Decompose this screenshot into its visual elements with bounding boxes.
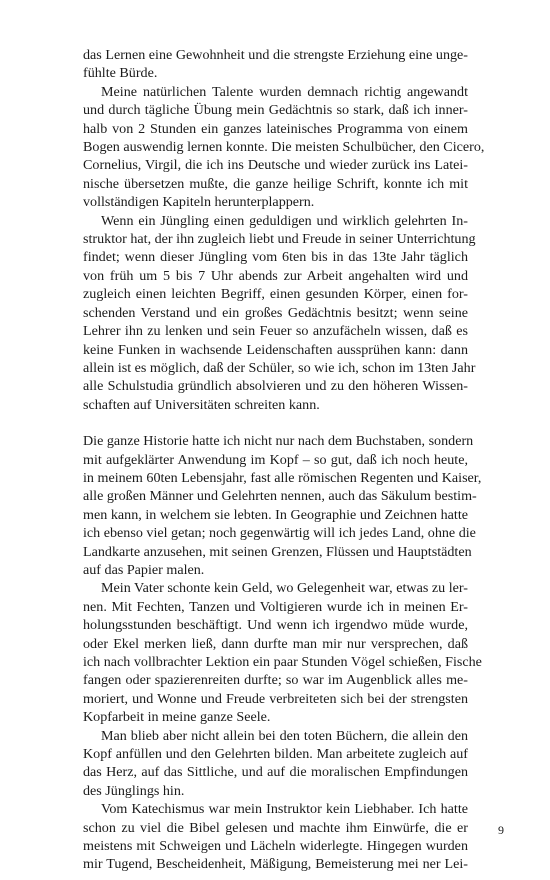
paragraph bbox=[83, 83, 485, 212]
text-line: nen. Mit Fechten, Tanzen und Voltigieren wurde ich in meinen Er- bbox=[83, 598, 468, 615]
text-line: meistens mit Schweigen und Lächeln widerlegte. Hingegen wurden bbox=[83, 838, 468, 855]
text-line: Wenn ein Jüngling einen geduldigen und wirklich gelehrten In- bbox=[101, 212, 468, 229]
text-line: in meinem 60ten Lebensjahr, fast alle römischen Regenten und Kaiser, bbox=[83, 469, 482, 486]
text-line: schon zu viel die Bibel gelesen und machte ihm Einwürfe, die er bbox=[83, 819, 468, 836]
text-line: nische übersetzen mußte, die ganze heilige Schrift, konnte ich mit bbox=[83, 175, 468, 192]
text-line: Kopfarbeit in meine ganze Seele. bbox=[83, 709, 271, 726]
text-line: struktor hat, der ihn zugleich liebt und Freude in seiner Unterrichtung bbox=[83, 231, 476, 248]
text-line: men kann, in welchem sie lebten. In Geographie und Zeichnen hatte bbox=[83, 506, 468, 523]
text-line: alle großen Männer und Gelehrten nennen, auch das Säkulum bestim- bbox=[83, 488, 477, 505]
text-line: Lehrer ihn zu lenken und sein Feuer so anzufächeln wissen, daß es bbox=[83, 323, 468, 340]
text-line: Kopf anfüllen und den Gelehrten bilden. Man arbeitete zugleich auf bbox=[83, 746, 468, 763]
text-line: zugleich einen leichten Begriff, einen gesunden Körper, einen for- bbox=[83, 286, 468, 303]
text-line: findet; wenn dieser Jüngling vom 6ten bis in das 13te Jahr täglich bbox=[83, 249, 468, 266]
page-body bbox=[83, 46, 485, 874]
paragraph bbox=[83, 212, 476, 414]
text-line: Meine natürlichen Talente wurden demnach richtig angewandt bbox=[101, 83, 468, 100]
paragraph bbox=[83, 579, 482, 726]
text-line: schaften auf Universitäten schreiten kann. bbox=[83, 396, 320, 413]
text-line: fühlte Bürde. bbox=[83, 65, 158, 82]
text-line: Cornelius, Virgil, die ich ins Deutsche und wieder zurück ins Latei- bbox=[83, 157, 468, 174]
paragraph bbox=[83, 46, 468, 83]
text-line: keine Funken in wachsende Leidenschaften aussprühen kann: dann bbox=[83, 341, 468, 358]
text-line: alle Schulstudia gründlich absolvieren und zu den höheren Wissen- bbox=[83, 378, 468, 395]
text-line: halb von 2 Stunden ein ganzes lateinisches Programma von einem bbox=[83, 120, 468, 137]
paragraph bbox=[83, 432, 482, 579]
text-line: das Herz, auf das Sittliche, und auf die moralischen Empfindungen bbox=[83, 764, 468, 781]
text-line: oder Ekel merken ließ, dann durfte man mir nur versprechen, daß bbox=[83, 635, 468, 652]
section-gap bbox=[83, 414, 468, 432]
text-line: Die ganze Historie hatte ich nicht nur nach dem Buchstaben, sondern bbox=[83, 433, 474, 450]
text-line: allein ist es möglich, daß der Schüler, so wie ich, schon im 13ten Jahr bbox=[83, 359, 476, 376]
text-line: das Lernen eine Gewohnheit und die strengste Erziehung eine unge- bbox=[83, 47, 468, 63]
text-line: Landkarte anzusehen, mit seinen Grenzen, Flüssen und Hauptstädten bbox=[83, 543, 472, 560]
page-number: 9 bbox=[498, 823, 504, 837]
text-line: mit aufgeklärter Anwendung im Kopf – so gut, daß ich noch heute, bbox=[83, 451, 468, 468]
text-line: fangen oder spazierenreiten durfte; so war im Augenblick alles me- bbox=[83, 672, 468, 689]
paragraph bbox=[83, 727, 468, 801]
text-line: ich nach vollbrachter Lektion ein paar Stunden Vögel schießen, Fische bbox=[83, 654, 482, 670]
text-line: Man blieb aber nicht allein bei den toten Büchern, die allein den bbox=[101, 727, 468, 744]
text-line: Mein Vater schonte kein Geld, wo Gelegenheit war, etwas zu ler- bbox=[101, 580, 468, 597]
text-line: mir Tugend, Bescheidenheit, Mäßigung, Bemeisterung mei ner Lei- bbox=[83, 856, 468, 873]
text-line: auf das Papier malen. bbox=[83, 561, 205, 578]
text-line: vollständigen Kapiteln herunterplappern. bbox=[83, 194, 315, 211]
text-line: schenden Verstand und ein großes Gedächtnis besitzt; wenn seine bbox=[83, 304, 468, 321]
text-line: Vom Katechismus war mein Instruktor kein Liebhaber. Ich hatte bbox=[101, 801, 468, 818]
text-line: holungsstunden beschäftigt. Und wenn ich irgendwo müde wurde, bbox=[83, 617, 468, 634]
paragraph bbox=[83, 800, 468, 874]
text-line: moriert, und Wonne und Freude verbreiteten sich bei der strengsten bbox=[83, 690, 468, 707]
text-line: Bogen auswendig lernen konnte. Die meisten Schulbücher, den Cicero, bbox=[83, 139, 485, 156]
text-line: von früh um 5 bis 7 Uhr abends zur Arbeit angehalten wird und bbox=[83, 267, 468, 284]
text-line: und durch tägliche Übung mein Gedächtnis so stark, daß ich inner- bbox=[83, 102, 468, 119]
text-line: ich ebenso viel getan; noch gegenwärtig will ich jedes Land, ohne die bbox=[83, 525, 476, 542]
text-line: des Jünglings hin. bbox=[83, 782, 185, 799]
